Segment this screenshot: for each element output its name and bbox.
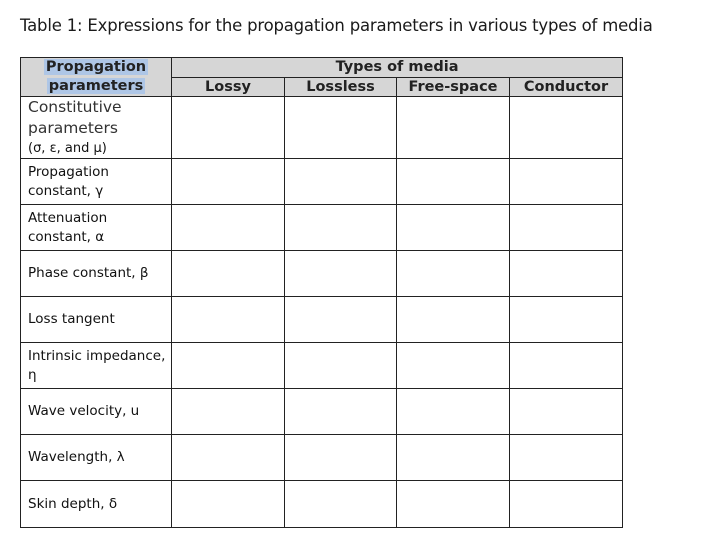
cell-lossless: [285, 251, 397, 297]
row-label-propagation-constant: Propagation constant, γ: [21, 159, 172, 205]
table-row: [21, 97, 623, 159]
column-header-lossless: Lossless: [285, 77, 397, 97]
cell-lossless: [285, 343, 397, 389]
column-header-lossy: Lossy: [172, 77, 285, 97]
cell-free-space: [397, 435, 510, 481]
cell-lossy: [172, 435, 285, 481]
cell-lossless: [285, 297, 397, 343]
cell-lossy: [172, 389, 285, 435]
cell-lossless: [285, 435, 397, 481]
column-header-conductor: Conductor: [510, 77, 623, 97]
table-row: [21, 481, 623, 528]
row-label-phase-constant: Phase constant, β: [21, 251, 172, 297]
cell-conductor: [510, 343, 623, 389]
cell-lossless: [285, 97, 397, 159]
row-label-wavelength: Wavelength, λ: [21, 435, 172, 481]
header-propagation-parameters: [21, 58, 172, 97]
cell-free-space: [397, 481, 510, 528]
cell-lossy: [172, 343, 285, 389]
row-label-skin-depth: Skin depth, δ: [21, 481, 172, 528]
row-label-wave-velocity: Wave velocity, u: [21, 389, 172, 435]
cell-conductor: [510, 251, 623, 297]
cell-lossy: [172, 481, 285, 528]
cell-conductor: [510, 297, 623, 343]
row-label-constitutive-parameters: Constitutive parameters (σ, ε, and μ): [21, 97, 172, 159]
cell-free-space: [397, 297, 510, 343]
cell-conductor: [510, 435, 623, 481]
cell-lossy: [172, 205, 285, 251]
column-header-free-space: Free-space: [397, 77, 510, 97]
cell-lossless: [285, 389, 397, 435]
cell-conductor: [510, 481, 623, 528]
cell-lossless: [285, 205, 397, 251]
row-label-attenuation-constant: Attenuation constant, α: [21, 205, 172, 251]
cell-lossless: [285, 159, 397, 205]
cell-conductor: [510, 389, 623, 435]
table-row: [21, 435, 623, 481]
cell-conductor: [510, 159, 623, 205]
table-row: [21, 389, 623, 435]
cell-free-space: [397, 97, 510, 159]
header-param-line2: parameters: [48, 78, 144, 94]
table-row: [21, 251, 623, 297]
cell-lossy: [172, 97, 285, 159]
cell-lossless: [285, 481, 397, 528]
table-row: [21, 159, 623, 205]
cell-free-space: [397, 389, 510, 435]
cell-free-space: [397, 205, 510, 251]
cell-lossy: [172, 297, 285, 343]
header-param-line1: Propagation: [45, 59, 147, 75]
cell-conductor: [510, 205, 623, 251]
cell-free-space: [397, 251, 510, 297]
cell-free-space: [397, 159, 510, 205]
header-types-of-media: Types of media: [172, 58, 623, 78]
cell-conductor: [510, 97, 623, 159]
table-row: [21, 343, 623, 389]
table-row: [21, 205, 623, 251]
table-caption: Table 1: Expressions for the propagation parameters in various types of media: [20, 16, 653, 35]
propagation-parameters-table: [20, 57, 623, 528]
table-row: [21, 297, 623, 343]
cell-lossy: [172, 251, 285, 297]
cell-lossy: [172, 159, 285, 205]
row-label-intrinsic-impedance: Intrinsic impedance, η: [21, 343, 172, 389]
cell-free-space: [397, 343, 510, 389]
row-label-loss-tangent: Loss tangent: [21, 297, 172, 343]
